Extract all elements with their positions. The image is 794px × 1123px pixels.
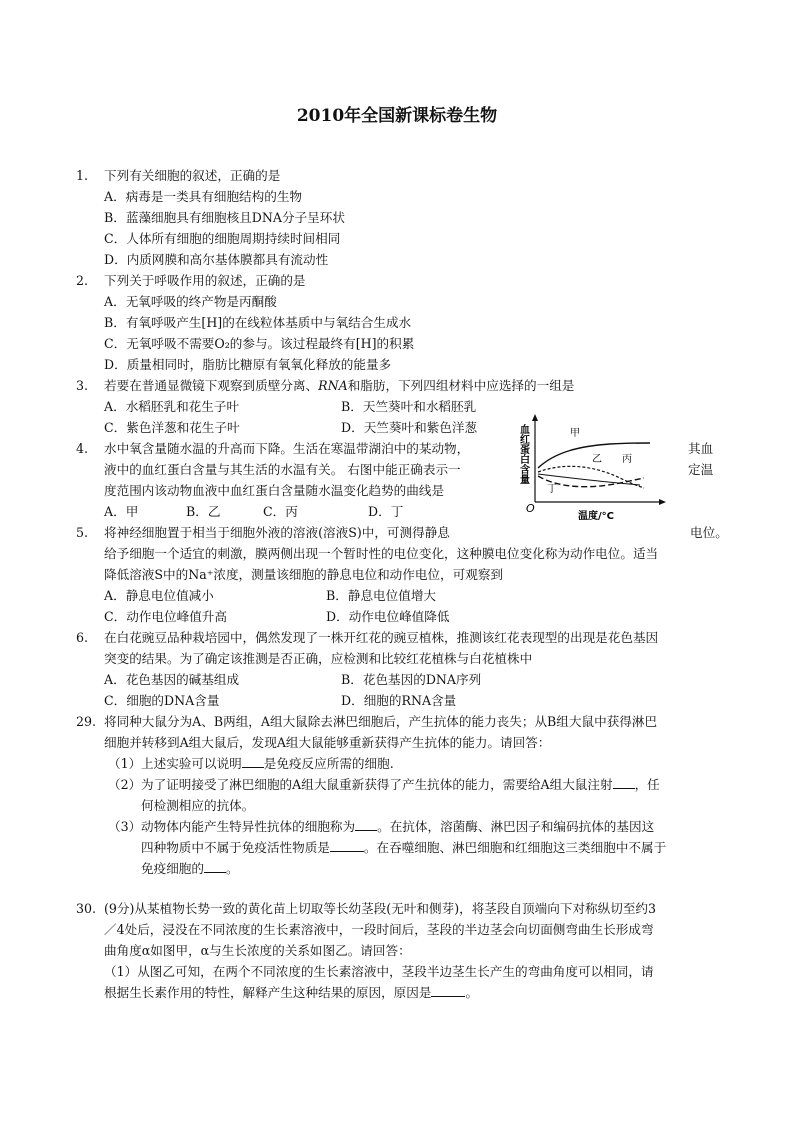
sub-question-text: 免疫细胞的 。 bbox=[141, 861, 239, 876]
option-b: B．蓝藻细胞具有细胞核且DNA分子呈环状 bbox=[104, 210, 345, 225]
option-d: D．质量相同时，脂肪比糖原有氧氧化释放的能量多 bbox=[104, 357, 392, 372]
option-b: B．花色基因的DNA序列 bbox=[341, 672, 482, 687]
option-a: A．花色基因的碱基组成 bbox=[104, 672, 240, 687]
curve-label-jia: 甲 bbox=[570, 428, 580, 439]
sub-question-label: （3） bbox=[108, 819, 142, 834]
origin-label: O bbox=[526, 502, 535, 515]
answer-blank[interactable] bbox=[355, 818, 377, 831]
sub-question-text: 动物体内能产生特异性抗体的细胞称为 。在抗体，溶菌酶、淋巴因子和编码抗体的基因这 bbox=[141, 819, 655, 834]
option-c: C．紫色洋葱和花生子叶 bbox=[104, 420, 240, 435]
question-stem-line: 其血 bbox=[688, 441, 714, 456]
option-d: D．丁 bbox=[368, 504, 404, 519]
option-b: B．天竺葵叶和水稻胚乳 bbox=[341, 399, 477, 414]
option-b: B．有氧呼吸产生[H]的在线粒体基质中与氧结合生成水 bbox=[104, 315, 412, 330]
question-stem: 若要在普通显微镜下观察到质壁分离、RNA和脂肪，下列四组材料中应选择的一组是 bbox=[104, 378, 575, 393]
option-c: C．无氧呼吸不需要O₂的参与。该过程最终有[H]的积累 bbox=[104, 336, 415, 351]
option-a: A．无氧呼吸的终产物是丙酮酸 bbox=[104, 294, 277, 309]
question-number: 3. bbox=[76, 378, 89, 393]
curve-label-ding: 丁 bbox=[547, 484, 557, 495]
curve-label-bing: 丙 bbox=[622, 454, 632, 465]
question-stem-line: 给予细胞一个适宜的刺激，膜两侧出现一个暂时性的电位变化，这种膜电位变化称为动作电位。适当 bbox=[104, 546, 659, 561]
question-stem-line: 度范围内该动物血液中血红蛋白含量随水温变化趋势的曲线是 bbox=[104, 483, 445, 498]
question-number: 6. bbox=[76, 630, 89, 645]
option-d: D．动作电位峰值降低 bbox=[326, 609, 450, 624]
hemoglobin-temperature-graph bbox=[510, 412, 670, 524]
sub-question-text: 上述实验可以说明 是免疫反应所需的细胞. bbox=[141, 756, 394, 771]
option-c: C．动作电位峰值升高 bbox=[104, 609, 227, 624]
question-stem-line: 细胞并转移到A组大鼠后，发现A组大鼠能够重新获得产生抗体的能力。请回答： bbox=[104, 735, 551, 750]
sub-question-text: （1）从图乙可知，在两个不同浓度的生长素溶液中，茎段半边茎生长产生的弯曲角度可以相同，请 bbox=[104, 964, 654, 979]
y-axis-arrow bbox=[532, 414, 538, 421]
question-stem: 下列有关细胞的叙述，正确的是 bbox=[104, 168, 281, 183]
option-a: A．甲 bbox=[104, 504, 139, 519]
page-title: 2010年全国新课标卷生物 bbox=[296, 106, 498, 126]
option-b: B．乙 bbox=[186, 504, 221, 519]
option-d: D．内质网膜和高尔基体膜都具有流动性 bbox=[104, 252, 329, 267]
question-stem-line: 曲角度α如图甲，α与生长浓度的关系如图乙。请回答： bbox=[104, 943, 411, 958]
sub-question-text: 根据生长素作用的特性，解释产生这种结果的原因，原因是 。 bbox=[104, 985, 479, 1000]
option-c: C．人体所有细胞的细胞周期持续时间相同 bbox=[104, 231, 341, 246]
option-c: C．细胞的DNA含量 bbox=[104, 693, 220, 708]
question-stem-line: 将神经细胞置于相当于细胞外液的溶液(溶液S)中，可测得静息 bbox=[104, 525, 450, 540]
option-d: D．天竺葵叶和紫色洋葱 bbox=[341, 420, 478, 435]
question-stem-line: 降低溶液S中的Na⁺浓度，测量该细胞的静息电位和动作电位，可观察到 bbox=[104, 567, 504, 582]
sub-question-text: 四种物质中不属于免疫活性物质是 。在吞噬细胞、淋巴细胞和红细胞这三类细胞中不属于 bbox=[141, 840, 667, 855]
question-number: 29. bbox=[76, 714, 97, 729]
question-stem-line: 液中的血红蛋白含量与其生活的水温有关。 右图中能正确表示一 bbox=[104, 462, 461, 477]
sub-question-text: 为了证明接受了淋巴细胞的A组大鼠重新获得了产生抗体的能力，需要给A组大鼠注射 ，任 bbox=[141, 777, 660, 792]
answer-blank[interactable] bbox=[204, 860, 226, 873]
question-stem-line: 突变的结果。为了确定该推测是否正确，应检测和比较红花植株与白花植株中 bbox=[104, 651, 533, 666]
option-a: A．病毒是一类具有细胞结构的生物 bbox=[104, 189, 303, 204]
question-stem-line: (9分)从某植物长势一致的黄化苗上切取等长幼茎段(无叶和侧芽)，将茎段自顶端向下对称纵切至约3 bbox=[104, 901, 657, 916]
sub-question-text: 何检测相应的抗体。 bbox=[141, 798, 255, 813]
y-axis-label: 血红蛋白含量 bbox=[517, 424, 529, 484]
question-number: 30. bbox=[76, 901, 97, 916]
question-stem: 下列关于呼吸作用的叙述，正确的是 bbox=[104, 273, 306, 288]
question-number: 4. bbox=[76, 441, 89, 456]
answer-blank[interactable] bbox=[613, 776, 635, 789]
question-stem-line: 将同种大鼠分为A、B两组，A组大鼠除去淋巴细胞后，产生抗体的能力丧失；从B组大鼠中获得淋巴 bbox=[104, 714, 658, 729]
sub-question-label: （2） bbox=[108, 777, 142, 792]
question-number: 2. bbox=[76, 273, 89, 288]
option-a: A．水稻胚乳和花生子叶 bbox=[104, 399, 240, 414]
option-b: B．静息电位值增大 bbox=[326, 588, 437, 603]
option-d: D．细胞的RNA含量 bbox=[341, 693, 457, 708]
sub-question-label: （1） bbox=[108, 756, 142, 771]
question-stem-line: 定温 bbox=[688, 462, 714, 477]
answer-blank[interactable] bbox=[242, 755, 264, 768]
question-number: 1. bbox=[76, 168, 89, 183]
option-c: C．丙 bbox=[263, 504, 298, 519]
question-stem-line: 电位。 bbox=[690, 525, 728, 540]
answer-blank[interactable] bbox=[431, 984, 465, 997]
question-number: 5. bbox=[76, 525, 89, 540]
question-stem-line: ／4处后，浸没在不同浓度的生长素溶液中，一段时间后，茎段的半边茎会向切面侧弯曲生长形成弯 bbox=[104, 922, 654, 937]
question-stem-line: 水中氧含量随水温的升高而下降。生活在寒温带湖泊中的某动物， bbox=[104, 441, 470, 456]
x-axis-arrow bbox=[659, 499, 666, 505]
answer-blank[interactable] bbox=[330, 839, 364, 852]
x-axis-label: 温度/°C bbox=[578, 511, 614, 522]
question-stem-line: 在白花豌豆品种栽培园中，偶然发现了一株开红花的豌豆植株，推测该红花表现型的出现是花色基因 bbox=[104, 630, 659, 645]
option-a: A．静息电位值减小 bbox=[104, 588, 214, 603]
curve-label-yi: 乙 bbox=[592, 454, 602, 465]
